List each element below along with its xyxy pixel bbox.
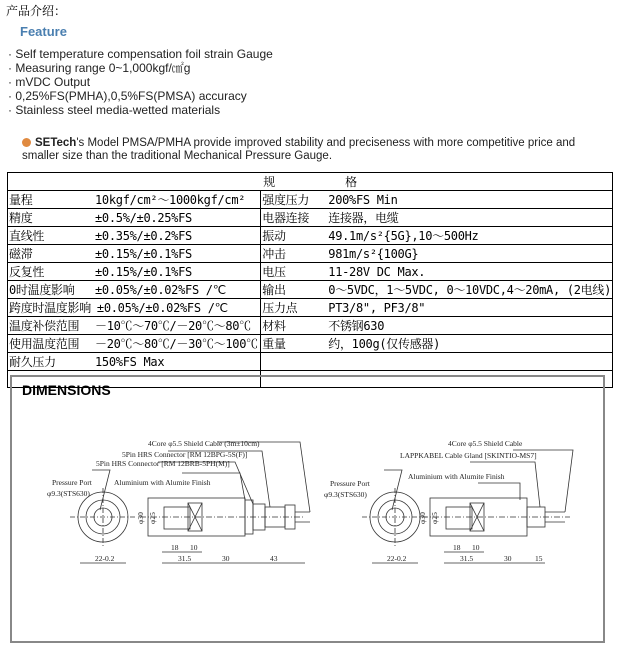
feature-item: · Stainless steel media-wetted materials: [8, 103, 273, 117]
feature-title: Feature: [20, 24, 67, 39]
spec-value: 11-28V DC Max.: [328, 265, 426, 279]
spec-key: 强度压力: [262, 193, 310, 207]
left-w43: 43: [270, 554, 278, 563]
right-w22: 22-0.2: [387, 554, 407, 563]
spec-key: 电器连接: [262, 211, 310, 225]
spec-header: 规 格: [8, 173, 613, 191]
spec-key: 跨度时温度影响: [9, 301, 91, 315]
right-finish-label: Aluminium with Alumite Finish: [408, 472, 505, 481]
right-w18: 18: [453, 543, 461, 552]
spec-key: 0时温度影响: [9, 283, 75, 297]
spec-value: 200%FS Min: [328, 193, 398, 207]
spec-key: 输出: [262, 283, 286, 297]
spec-key: 耐久压力: [9, 355, 56, 369]
spec-key: 振动: [262, 229, 286, 243]
left-w10: 10: [190, 543, 198, 552]
left-finish-label: Aluminium with Alumite Finish: [114, 478, 211, 487]
spec-value: ±0.05%/±0.02%FS /℃: [96, 301, 228, 315]
left-port-thread: [164, 507, 190, 529]
spec-key: 冲击: [262, 247, 286, 261]
spec-value: PT3/8", PF3/8": [328, 301, 426, 315]
right-w315: 31.5: [460, 554, 474, 563]
spec-key: 磁滞: [9, 247, 33, 261]
spec-value: ±0.5%/±0.25%FS: [95, 211, 192, 225]
spec-value: ±0.15%/±0.1%FS: [95, 247, 192, 261]
spec-value: ±0.35%/±0.2%FS: [95, 229, 192, 243]
left-w315: 31.5: [178, 554, 192, 563]
description-text: 's Model PMSA/PMHA provide improved stability and preciseness with more competitive price and smaller size than the traditional Mechanical Pressure Gauge.: [22, 137, 576, 162]
right-port-dia-label: φ9.3(STS630): [324, 490, 367, 499]
feature-item: · Self temperature compensation foil strain Gauge: [8, 47, 273, 61]
spec-value: 49.1m/s²{5G},10～500Hz: [328, 229, 479, 243]
left-d30: φ30: [136, 512, 145, 524]
spec-value: 约，100g(仅传感器): [328, 337, 441, 351]
feature-item: · 0,25%FS(PMHA),0,5%FS(PMSA) accuracy: [8, 89, 273, 103]
spec-value: －20℃～80℃/－30℃～100℃: [95, 337, 258, 351]
intro-label: 产品介绍：: [6, 4, 67, 18]
left-cable-label: 4Core φ5.5 Shield Cable (3m±10cm): [148, 439, 260, 448]
right-w15: 15: [535, 554, 543, 563]
left-w18: 18: [171, 543, 179, 552]
spec-key: 材料: [262, 319, 286, 333]
brand-name: SETech: [35, 137, 77, 149]
left-port-label: Pressure Port: [52, 478, 92, 487]
left-d25: φ25: [148, 512, 157, 524]
left-w30: 30: [222, 554, 230, 563]
spec-value: 0～5VDC，1～5VDC, 0～10VDC,4～20mA, (2电线): [328, 283, 611, 297]
spec-key: 电压: [262, 265, 286, 279]
spec-value: ±0.15%/±0.1%FS: [95, 265, 192, 279]
spec-key: 精度: [9, 211, 33, 225]
right-port-label: Pressure Port: [330, 479, 370, 488]
spec-key: 直线性: [9, 229, 45, 243]
spec-value: 150%FS Max: [95, 355, 165, 369]
spec-key: 使用温度范围: [9, 337, 80, 351]
right-w10: 10: [472, 543, 480, 552]
left-connector-m-label: 5Pin HRS Connector [RM 12BRB-5PH(M)]: [96, 459, 230, 468]
spec-value: 连接器，电缆: [328, 211, 399, 225]
right-gland-label: LAPPKABEL Cable Gland [SKINTIO-MS7]: [400, 451, 537, 460]
feature-item: · Measuring range 0~1,000kgf/㎠g: [8, 61, 273, 75]
spec-value: －10℃～70℃/－20℃～80℃: [95, 319, 251, 333]
spec-value: 10kgf/cm²～1000kgf/cm²: [95, 193, 246, 207]
right-d25: φ25: [430, 512, 439, 524]
dimensions-title: DIMENSIONS: [22, 382, 111, 398]
spec-key: 温度补偿范围: [9, 319, 80, 333]
left-w22: 22-0.2: [95, 554, 115, 563]
right-port-thread: [446, 507, 472, 529]
spec-value: ±0.05%/±0.02%FS /℃: [95, 283, 226, 297]
spec-value: 不锈钢630: [328, 319, 385, 333]
feature-item: · mVDC Output: [8, 75, 273, 89]
spec-key: 量程: [9, 193, 33, 207]
spec-value: 981m/s²{100G}: [328, 247, 419, 261]
spec-key: 重量: [262, 337, 286, 351]
left-port-dia-label: φ9.3(STS630): [47, 489, 90, 498]
right-cable-label: 4Core φ5.5 Shield Cable: [448, 439, 523, 448]
left-connector-f-label: 5Pin HRS Connector [RM 12BPG-5S(F)]: [122, 450, 248, 459]
right-w30: 30: [504, 554, 512, 563]
spec-key: 压力点: [262, 301, 298, 315]
spec-key: 反复性: [9, 265, 45, 279]
right-d30: φ30: [418, 512, 427, 524]
